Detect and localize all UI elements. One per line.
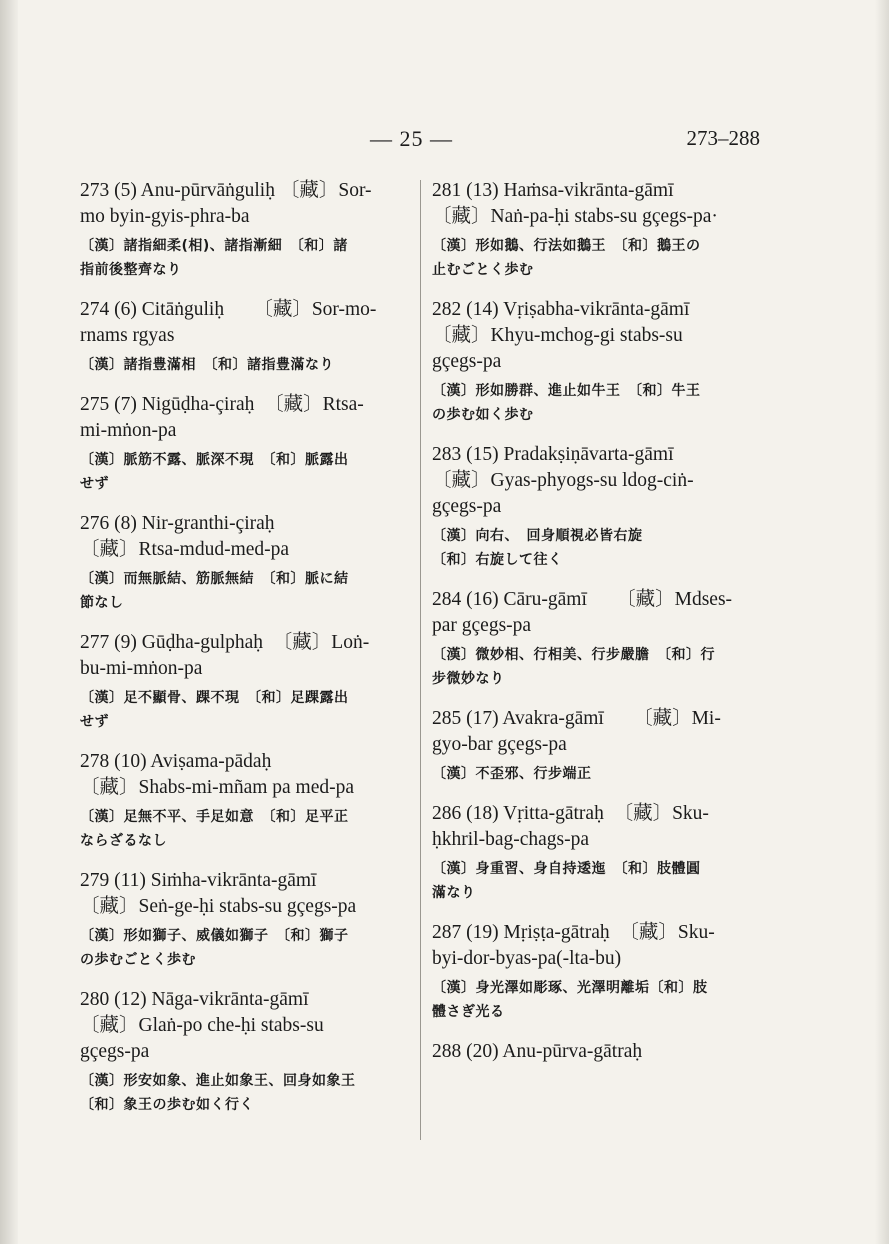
- left-column: [80, 178, 412, 1132]
- entry-headword: 284 (16) Cāru-gāmī 〔藏〕Mdses-: [432, 589, 733, 610]
- entry-translation-note: 〔漢〕形如鵝、行法如鵝王 〔和〕鵝王の: [432, 238, 701, 254]
- entry-headword: 282 (14) Vṛiṣabha-vikrānta-gāmī: [432, 299, 690, 320]
- entry-tibetan-line: 〔藏〕Khyu-mchog-gi stabs-su: [432, 325, 683, 346]
- entry-translation-note: 〔漢〕諸指細柔(相)、諸指漸細 〔和〕諸: [80, 238, 348, 254]
- entry-translation-note: 〔和〕右旋して往く: [432, 552, 563, 568]
- dictionary-entry: [80, 392, 412, 496]
- entry-tibetan-line: 〔藏〕Rtsa-mdud-med-pa: [80, 539, 290, 560]
- entry-translation-note: 〔漢〕形如勝群、進止如牛王 〔和〕牛王: [432, 383, 701, 399]
- entry-headword: 275 (7) Nigūḍha-çiraḥ 〔藏〕Rtsa-: [80, 394, 364, 415]
- entry-translation-note: 〔漢〕身重習、身自持逶迤 〔和〕肢體圓: [432, 861, 701, 877]
- entry-translation-note: 〔漢〕足無不平、手足如意 〔和〕足平正: [80, 809, 349, 825]
- entry-tibetan-line: gçegs-pa: [432, 351, 502, 372]
- dictionary-entry: [80, 987, 412, 1117]
- entry-headword: 277 (9) Gūḍha-gulphaḥ 〔藏〕Loṅ-: [80, 632, 370, 653]
- entry-translation-note: 滿なり: [432, 885, 476, 901]
- entry-translation-note: 〔漢〕而無脈結、筋脈無結 〔和〕脈に結: [80, 571, 349, 587]
- page-header: [80, 126, 760, 156]
- entry-tibetan-line: byi-dor-byas-pa(-lta-bu): [432, 948, 622, 969]
- page-number: — 25 —: [370, 126, 453, 151]
- entry-headword: 285 (17) Avakra-gāmī 〔藏〕Mi-: [432, 708, 721, 729]
- entry-tibetan-line: ḥkhril-bag-chags-pa: [432, 829, 590, 850]
- entry-headword: 287 (19) Mṛiṣṭa-gātraḥ 〔藏〕Sku-: [432, 922, 715, 943]
- column-divider: [420, 180, 421, 1140]
- entry-tibetan-line: mo byin-gyis-phra-ba: [80, 206, 250, 227]
- entry-tibetan-line: 〔藏〕Naṅ-pa-ḥi stabs-su gçegs-pa·: [432, 206, 718, 227]
- right-column: [432, 178, 762, 1080]
- dictionary-entry: [432, 442, 762, 572]
- entry-headword: 281 (13) Haṁsa-vikrānta-gāmī: [432, 180, 674, 201]
- dictionary-entry: [80, 178, 412, 282]
- entry-headword: 273 (5) Anu-pūrvāṅguliḥ 〔藏〕Sor-: [80, 180, 372, 201]
- entry-translation-note: せず: [80, 714, 109, 730]
- entry-translation-note: 〔漢〕微妙相、行相美、行步嚴膽 〔和〕行: [432, 647, 715, 663]
- entry-tibetan-line: 〔藏〕Gyas-phyogs-su ldog-ciṅ-: [432, 470, 694, 491]
- dictionary-entry: [80, 511, 412, 615]
- entry-translation-note: 〔漢〕不歪邪、行步端正: [432, 766, 592, 782]
- dictionary-entry: [432, 801, 762, 905]
- entry-headword: 276 (8) Nir-granthi-çiraḥ: [80, 513, 275, 534]
- entry-translation-note: 〔漢〕身光澤如彫琢、光澤明離垢〔和〕肢: [432, 980, 708, 996]
- entry-tibetan-line: rnams rgyas: [80, 325, 175, 346]
- entry-translation-note: 〔漢〕諸指豊滿相 〔和〕諸指豊滿なり: [80, 357, 334, 373]
- entry-tibetan-line: 〔藏〕Glaṅ-po che-ḥi stabs-su: [80, 1015, 324, 1036]
- entry-headword: 283 (15) Pradakṣiṇāvarta-gāmī: [432, 444, 674, 465]
- entry-tibetan-line: gçegs-pa: [80, 1041, 150, 1062]
- entry-translation-note: 〔和〕象王の歩む如く行く: [80, 1097, 254, 1113]
- entry-translation-note: 指前後整齊なり: [80, 262, 182, 278]
- dictionary-entry: [80, 630, 412, 734]
- page-edge: [875, 0, 889, 1244]
- entry-translation-note: ならざるなし: [80, 833, 167, 849]
- dictionary-entry: [432, 1039, 762, 1065]
- dictionary-entry: [432, 297, 762, 427]
- entry-headword: 288 (20) Anu-pūrva-gātraḥ: [432, 1041, 643, 1062]
- entry-tibetan-line: gçegs-pa: [432, 496, 502, 517]
- entry-tibetan-line: 〔藏〕Seṅ-ge-ḥi stabs-su gçegs-pa: [80, 896, 357, 917]
- entry-tibetan-line: par gçegs-pa: [432, 615, 532, 636]
- dictionary-entry: [80, 868, 412, 972]
- dictionary-entry: [432, 178, 762, 282]
- page-binding-shadow: [0, 0, 18, 1244]
- dictionary-entry: [432, 920, 762, 1024]
- entry-headword: 274 (6) Citāṅguliḥ 〔藏〕Sor-mo-: [80, 299, 377, 320]
- dictionary-entry: [80, 749, 412, 853]
- entry-translation-note: 〔漢〕脈筋不露、脈深不現 〔和〕脈露出: [80, 452, 349, 468]
- dictionary-entry: [432, 706, 762, 786]
- entry-tibetan-line: mi-mṅon-pa: [80, 420, 177, 441]
- entry-headword: 286 (18) Vṛitta-gātraḥ 〔藏〕Sku-: [432, 803, 709, 824]
- dictionary-entry: [432, 587, 762, 691]
- entry-translation-note: 〔漢〕形安如象、進止如象王、回身如象王: [80, 1073, 356, 1089]
- entry-headword: 279 (11) Siṁha-vikrānta-gāmī: [80, 870, 317, 891]
- entry-headword: 278 (10) Aviṣama-pādaḥ: [80, 751, 272, 772]
- entry-tibetan-line: bu-mi-mṅon-pa: [80, 658, 203, 679]
- entry-tibetan-line: gyo-bar gçegs-pa: [432, 734, 567, 755]
- entry-translation-note: 體さぎ光る: [432, 1004, 505, 1020]
- entry-translation-note: 〔漢〕向右、 回身順視必皆右旋: [432, 528, 643, 544]
- entry-translation-note: 〔漢〕形如獅子、威儀如獅子 〔和〕獅子: [80, 928, 349, 944]
- entry-translation-note: の歩むごとく歩む: [80, 952, 196, 968]
- entry-translation-note: 止むごとく歩む: [432, 262, 534, 278]
- entry-range: 273–288: [686, 126, 760, 150]
- entry-tibetan-line: 〔藏〕Shabs-mi-mñam pa med-pa: [80, 777, 355, 798]
- dictionary-entry: [80, 297, 412, 377]
- entry-translation-note: 〔漢〕足不顯骨、踝不現 〔和〕足踝露出: [80, 690, 349, 706]
- entry-headword: 280 (12) Nāga-vikrānta-gāmī: [80, 989, 309, 1010]
- entry-translation-note: せず: [80, 476, 109, 492]
- entry-translation-note: の歩む如く歩む: [432, 407, 534, 423]
- entry-translation-note: 節なし: [80, 595, 124, 611]
- entry-translation-note: 步微妙なり: [432, 671, 505, 687]
